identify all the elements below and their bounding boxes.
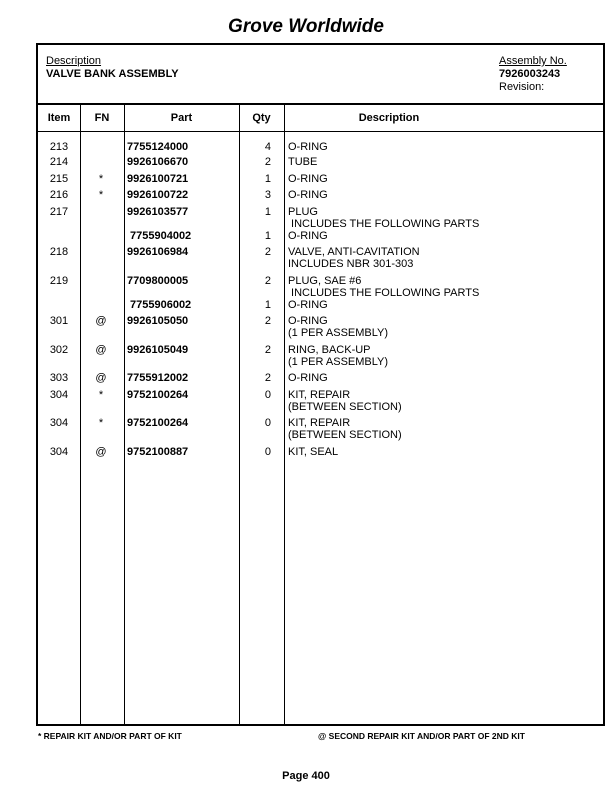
fn-cell: @ bbox=[95, 372, 107, 384]
part-number-cell: 7755904002 bbox=[130, 230, 192, 242]
item-cell: 304 bbox=[49, 417, 69, 429]
quantity-cell: 2 bbox=[264, 372, 271, 384]
part-number-cell: 9752100264 bbox=[127, 389, 189, 401]
fn-cell: * bbox=[98, 173, 104, 185]
assembly-number-block bbox=[499, 55, 567, 94]
item-cell: 216 bbox=[49, 189, 69, 201]
quantity-cell: 1 bbox=[264, 206, 271, 218]
description-cell: KIT, REPAIR (BETWEEN SECTION) bbox=[288, 417, 402, 441]
quantity-cell: 2 bbox=[264, 275, 271, 287]
column-header-item: Item bbox=[47, 112, 71, 124]
part-number-cell: 7709800005 bbox=[127, 275, 189, 287]
description-cell: O-RING bbox=[288, 372, 328, 384]
part-number-cell: 9926100722 bbox=[127, 189, 189, 201]
part-number-cell: 9926105050 bbox=[127, 315, 189, 327]
description-cell: KIT, REPAIR (BETWEEN SECTION) bbox=[288, 389, 402, 413]
column-header-divider bbox=[38, 131, 603, 132]
assembly-no-label: Assembly No. bbox=[499, 55, 567, 67]
item-cell: 213 bbox=[49, 141, 69, 153]
fn-cell: * bbox=[98, 389, 104, 401]
item-cell: 302 bbox=[49, 344, 69, 356]
page-number: Page 400 bbox=[282, 770, 330, 782]
description-cell: PLUG INCLUDES THE FOLLOWING PARTS bbox=[288, 206, 480, 230]
part-number-cell: 7755906002 bbox=[130, 299, 192, 311]
page-title: Grove Worldwide bbox=[228, 16, 384, 37]
part-number-cell: 9926103577 bbox=[127, 206, 189, 218]
description-cell: O-RING (1 PER ASSEMBLY) bbox=[288, 315, 389, 339]
fn-cell: @ bbox=[95, 344, 107, 356]
description-cell: RING, BACK-UP (1 PER ASSEMBLY) bbox=[288, 344, 389, 368]
description-cell: TUBE bbox=[288, 156, 318, 168]
item-cell: 219 bbox=[49, 275, 69, 287]
description-cell: VALVE, ANTI-CAVITATION INCLUDES NBR 301-303 bbox=[288, 246, 420, 270]
description-label: Description bbox=[46, 55, 102, 67]
part-number-cell: 9752100887 bbox=[127, 446, 189, 458]
item-cell: 218 bbox=[49, 246, 69, 258]
quantity-cell: 3 bbox=[264, 189, 271, 201]
quantity-cell: 1 bbox=[264, 173, 271, 185]
quantity-cell: 0 bbox=[264, 389, 271, 401]
description-cell: O-RING bbox=[288, 141, 328, 153]
quantity-cell: 1 bbox=[264, 230, 271, 242]
fn-cell: @ bbox=[95, 446, 107, 458]
part-number-cell: 9926105049 bbox=[127, 344, 189, 356]
header-divider bbox=[38, 103, 603, 105]
part-number-cell: 9926106984 bbox=[127, 246, 189, 258]
part-number-cell: 7755124000 bbox=[127, 141, 189, 153]
fn-cell: * bbox=[98, 417, 104, 429]
item-cell: 304 bbox=[49, 446, 69, 458]
item-cell: 217 bbox=[49, 206, 69, 218]
column-header-part: Part bbox=[170, 112, 193, 124]
quantity-cell: 2 bbox=[264, 246, 271, 258]
column-divider bbox=[124, 103, 125, 724]
description-cell: O-RING bbox=[288, 230, 328, 242]
quantity-cell: 2 bbox=[264, 315, 271, 327]
parts-list-frame bbox=[36, 43, 605, 726]
assembly-description-block bbox=[46, 55, 179, 81]
description-cell: KIT, SEAL bbox=[288, 446, 339, 458]
quantity-cell: 2 bbox=[264, 344, 271, 356]
item-cell: 304 bbox=[49, 389, 69, 401]
footnote-second-repair-kit: @ SECOND REPAIR KIT AND/OR PART OF 2ND KIT bbox=[318, 731, 525, 741]
column-divider bbox=[284, 103, 285, 724]
fn-cell: @ bbox=[95, 315, 107, 327]
quantity-cell: 1 bbox=[264, 299, 271, 311]
revision-label: Revision: bbox=[499, 81, 545, 93]
quantity-cell: 0 bbox=[264, 446, 271, 458]
item-cell: 214 bbox=[49, 156, 69, 168]
item-cell: 301 bbox=[49, 315, 69, 327]
part-number-cell: 9752100264 bbox=[127, 417, 189, 429]
description-cell: PLUG, SAE #6 INCLUDES THE FOLLOWING PARTS bbox=[288, 275, 480, 299]
quantity-cell: 0 bbox=[264, 417, 271, 429]
fn-cell: * bbox=[98, 189, 104, 201]
description-value: VALVE BANK ASSEMBLY bbox=[46, 68, 179, 80]
column-header-fn: FN bbox=[94, 112, 110, 124]
description-cell: O-RING bbox=[288, 299, 328, 311]
assembly-no-value: 7926003243 bbox=[499, 68, 561, 80]
column-header-qty: Qty bbox=[252, 112, 271, 124]
quantity-cell: 2 bbox=[264, 156, 271, 168]
part-number-cell: 9926100721 bbox=[127, 173, 189, 185]
quantity-cell: 4 bbox=[264, 141, 271, 153]
description-cell: O-RING bbox=[288, 189, 328, 201]
column-header-description: Description bbox=[358, 112, 420, 124]
item-cell: 215 bbox=[49, 173, 69, 185]
part-number-cell: 9926106670 bbox=[127, 156, 189, 168]
description-cell: O-RING bbox=[288, 173, 328, 185]
footnote-repair-kit: * REPAIR KIT AND/OR PART OF KIT bbox=[38, 731, 182, 741]
item-cell: 303 bbox=[49, 372, 69, 384]
part-number-cell: 7755912002 bbox=[127, 372, 189, 384]
